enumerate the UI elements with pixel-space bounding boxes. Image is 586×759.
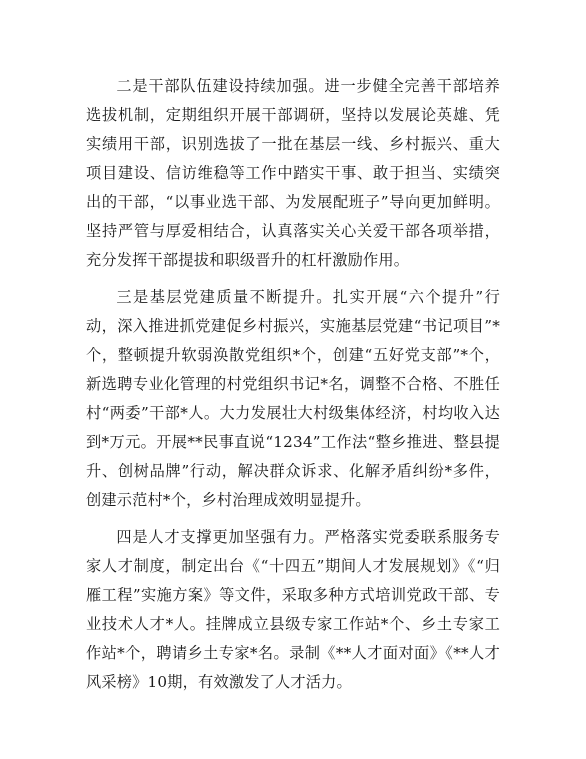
paragraph-cadre-team: 二是干部队伍建设持续加强。进一步健全完善干部培养选拔机制，定期组织开展干部调研，坚持以发展论英雄、凭实绩用干部，识别选拔了一批在基层一线、乡村振兴、重大项目建设、信访维稳等工作中踏实干事、敢于担当、实绩突出的干部，“以事业选干部、为发展配班子”导向更加鲜明。坚持严管与厚爱相结合，认真落实关心关爱干部各项举措，充分发挥干部提拔和职级晋升的杠杆激励作用。 bbox=[86, 77, 500, 269]
paragraph-grassroots-party-building: 三是基层党建质量不断提升。扎实开展“六个提升”行动，深入推进抓党建促乡村振兴，实施基层党建“书记项目”*个，整顿提升软弱涣散党组织*个，创建“五好党支部”*个，新选聘专业化管理的村党组织书记*名，调整不合格、不胜任村“两委”干部*人。大力发展壮大村级集体经济，村均收入达到*万元。开展**民事直说“1234”工作法“整乡推进、整县提升、创树品牌”行动，解决群众诉求、化解矛盾纠纷*多件，创建示范村*个，乡村治理成效明显提升。 bbox=[86, 288, 500, 509]
paragraph-talent-support: 四是人才支撑更加坚强有力。严格落实党委联系服务专家人才制度，制定出台《“十四五”期间人才发展规划》《“归雁工程”实施方案》等文件，采取多种方式培训党政干部、专业技术人才*人。挂牌成立县级专家工作站*个、乡土专家工作站*个，聘请乡土专家*名。录制《**人才面对面》《**人才风采榜》10期，有效激发了人才活力。 bbox=[86, 528, 500, 691]
document-body bbox=[86, 72, 500, 705]
